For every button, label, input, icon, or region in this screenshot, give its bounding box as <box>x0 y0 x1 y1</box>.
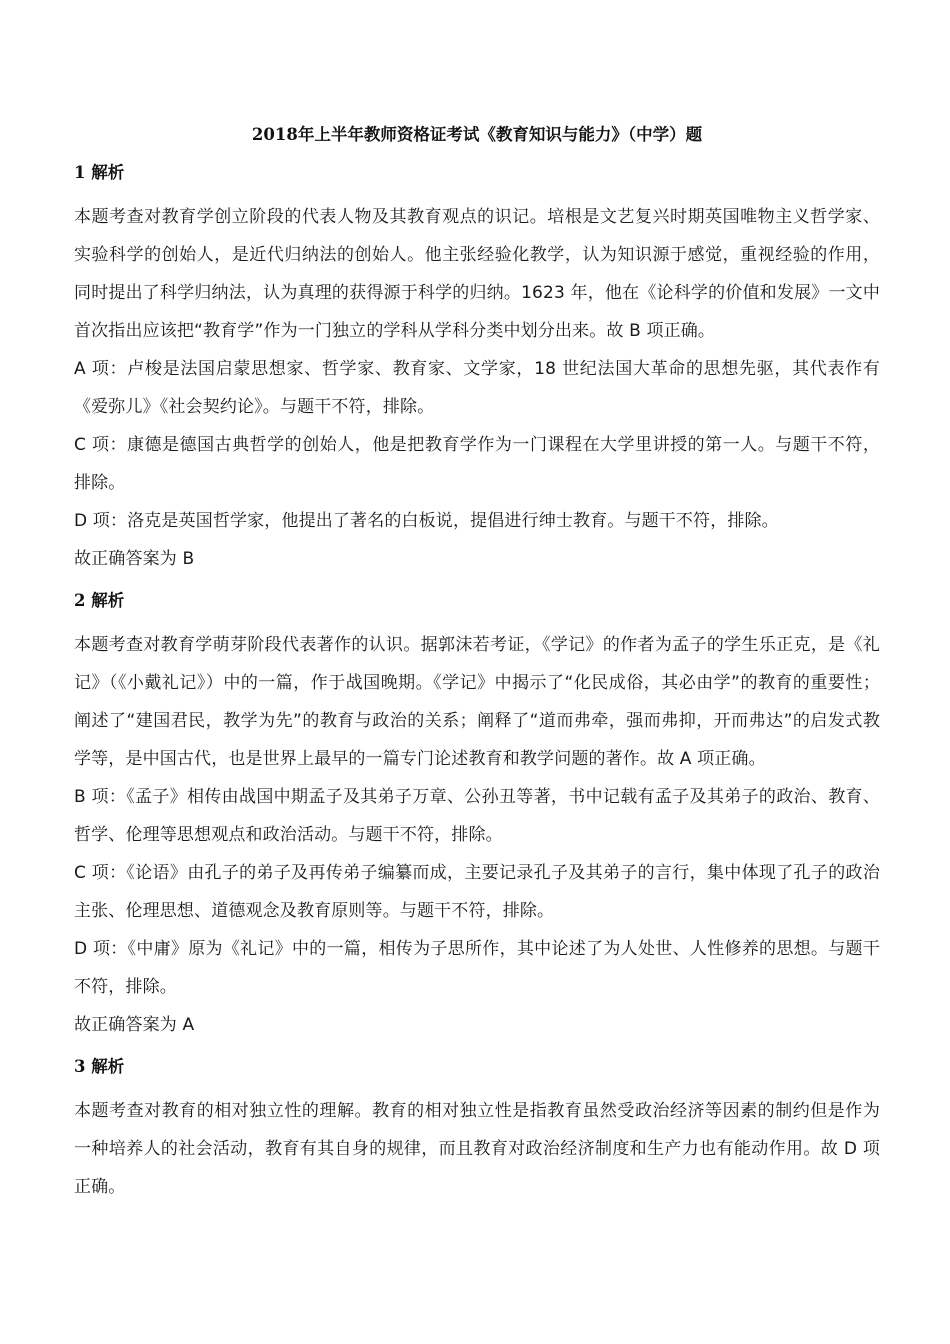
answer-line: 故正确答案为 B <box>74 549 195 569</box>
paragraph: D 项：《中庸》原为《礼记》中的一篇，相传为子思所作，其中论述了为人处世、人性修养的思想。与题干不符，排除。 <box>74 939 880 997</box>
paragraph: D 项：洛克是英国哲学家，他提出了著名的白板说，提倡进行绅士教育。与题干不符，排除。 <box>74 511 779 531</box>
paragraph: C 项：康德是德国古典哲学的创始人，他是把教育学作为一门课程在大学里讲授的第一人。与题干不符，排除。 <box>74 435 880 493</box>
answer-line: 故正确答案为 A <box>74 1015 195 1035</box>
document-title: 2018年上半年教师资格证考试《教育知识与能力》（中学）题 <box>251 125 703 144</box>
paragraph: C 项：《论语》由孔子的弟子及再传弟子编纂而成，主要记录孔子及其弟子的言行，集中体现了孔子的政治主张、伦理思想、道德观念及教育原则等。与题干不符，排除。 <box>74 863 880 921</box>
section-heading: 3 解析 <box>74 1057 125 1076</box>
paragraph: A 项：卢梭是法国启蒙思想家、哲学家、教育家、文学家，18 世纪法国大革命的思想先驱，其代表作有《爱弥儿》《社会契约论》。与题干不符，排除。 <box>74 359 880 417</box>
section-heading: 1 解析 <box>74 163 125 182</box>
paragraph: 本题考查对教育学萌芽阶段代表著作的认识。据郭沫若考证，《学记》的作者为孟子的学生乐正克，是《礼记》（《小戴礼记》）中的一篇，作于战国晚期。《学记》中揭示了“化民成俗，其必由学”的教育的重要性；阐述了“建国君民，教学为先”的教育与政治的关系；阐释了“道而弗牵，强而弗抑，开而弗达”的启发式教学等，是中国古代，也是世界上最早的一篇专门论述教育和教学问题的著作。故 A 项正确。 <box>74 635 880 769</box>
section-heading: 2 解析 <box>74 591 125 610</box>
analysis-section-1 <box>74 160 880 578</box>
analysis-section-3 <box>74 1054 880 1206</box>
paragraph: 本题考查对教育学创立阶段的代表人物及其教育观点的识记。培根是文艺复兴时期英国唯物主义哲学家、实验科学的创始人，是近代归纳法的创始人。他主张经验化教学，认为知识源于感觉，重视经验的作用，同时提出了科学归纳法，认为真理的获得源于科学的归纳。1623 年，他在《论科学的价值和发展》一文中首次指出应该把“教育学”作为一门独立的学科从学科分类中划分出来。故 B 项正确。 <box>74 207 880 341</box>
analysis-section-2 <box>74 588 880 1044</box>
paragraph: 本题考查对教育的相对独立性的理解。教育的相对独立性是指教育虽然受政治经济等因素的制约但是作为一种培养人的社会活动，教育有其自身的规律，而且教育对政治经济制度和生产力也有能动作用。故 D 项正确。 <box>74 1101 880 1197</box>
document-page <box>74 122 880 1216</box>
paragraph: B 项：《孟子》相传由战国中期孟子及其弟子万章、公孙丑等著，书中记载有孟子及其弟子的政治、教育、哲学、伦理等思想观点和政治活动。与题干不符，排除。 <box>74 787 880 845</box>
